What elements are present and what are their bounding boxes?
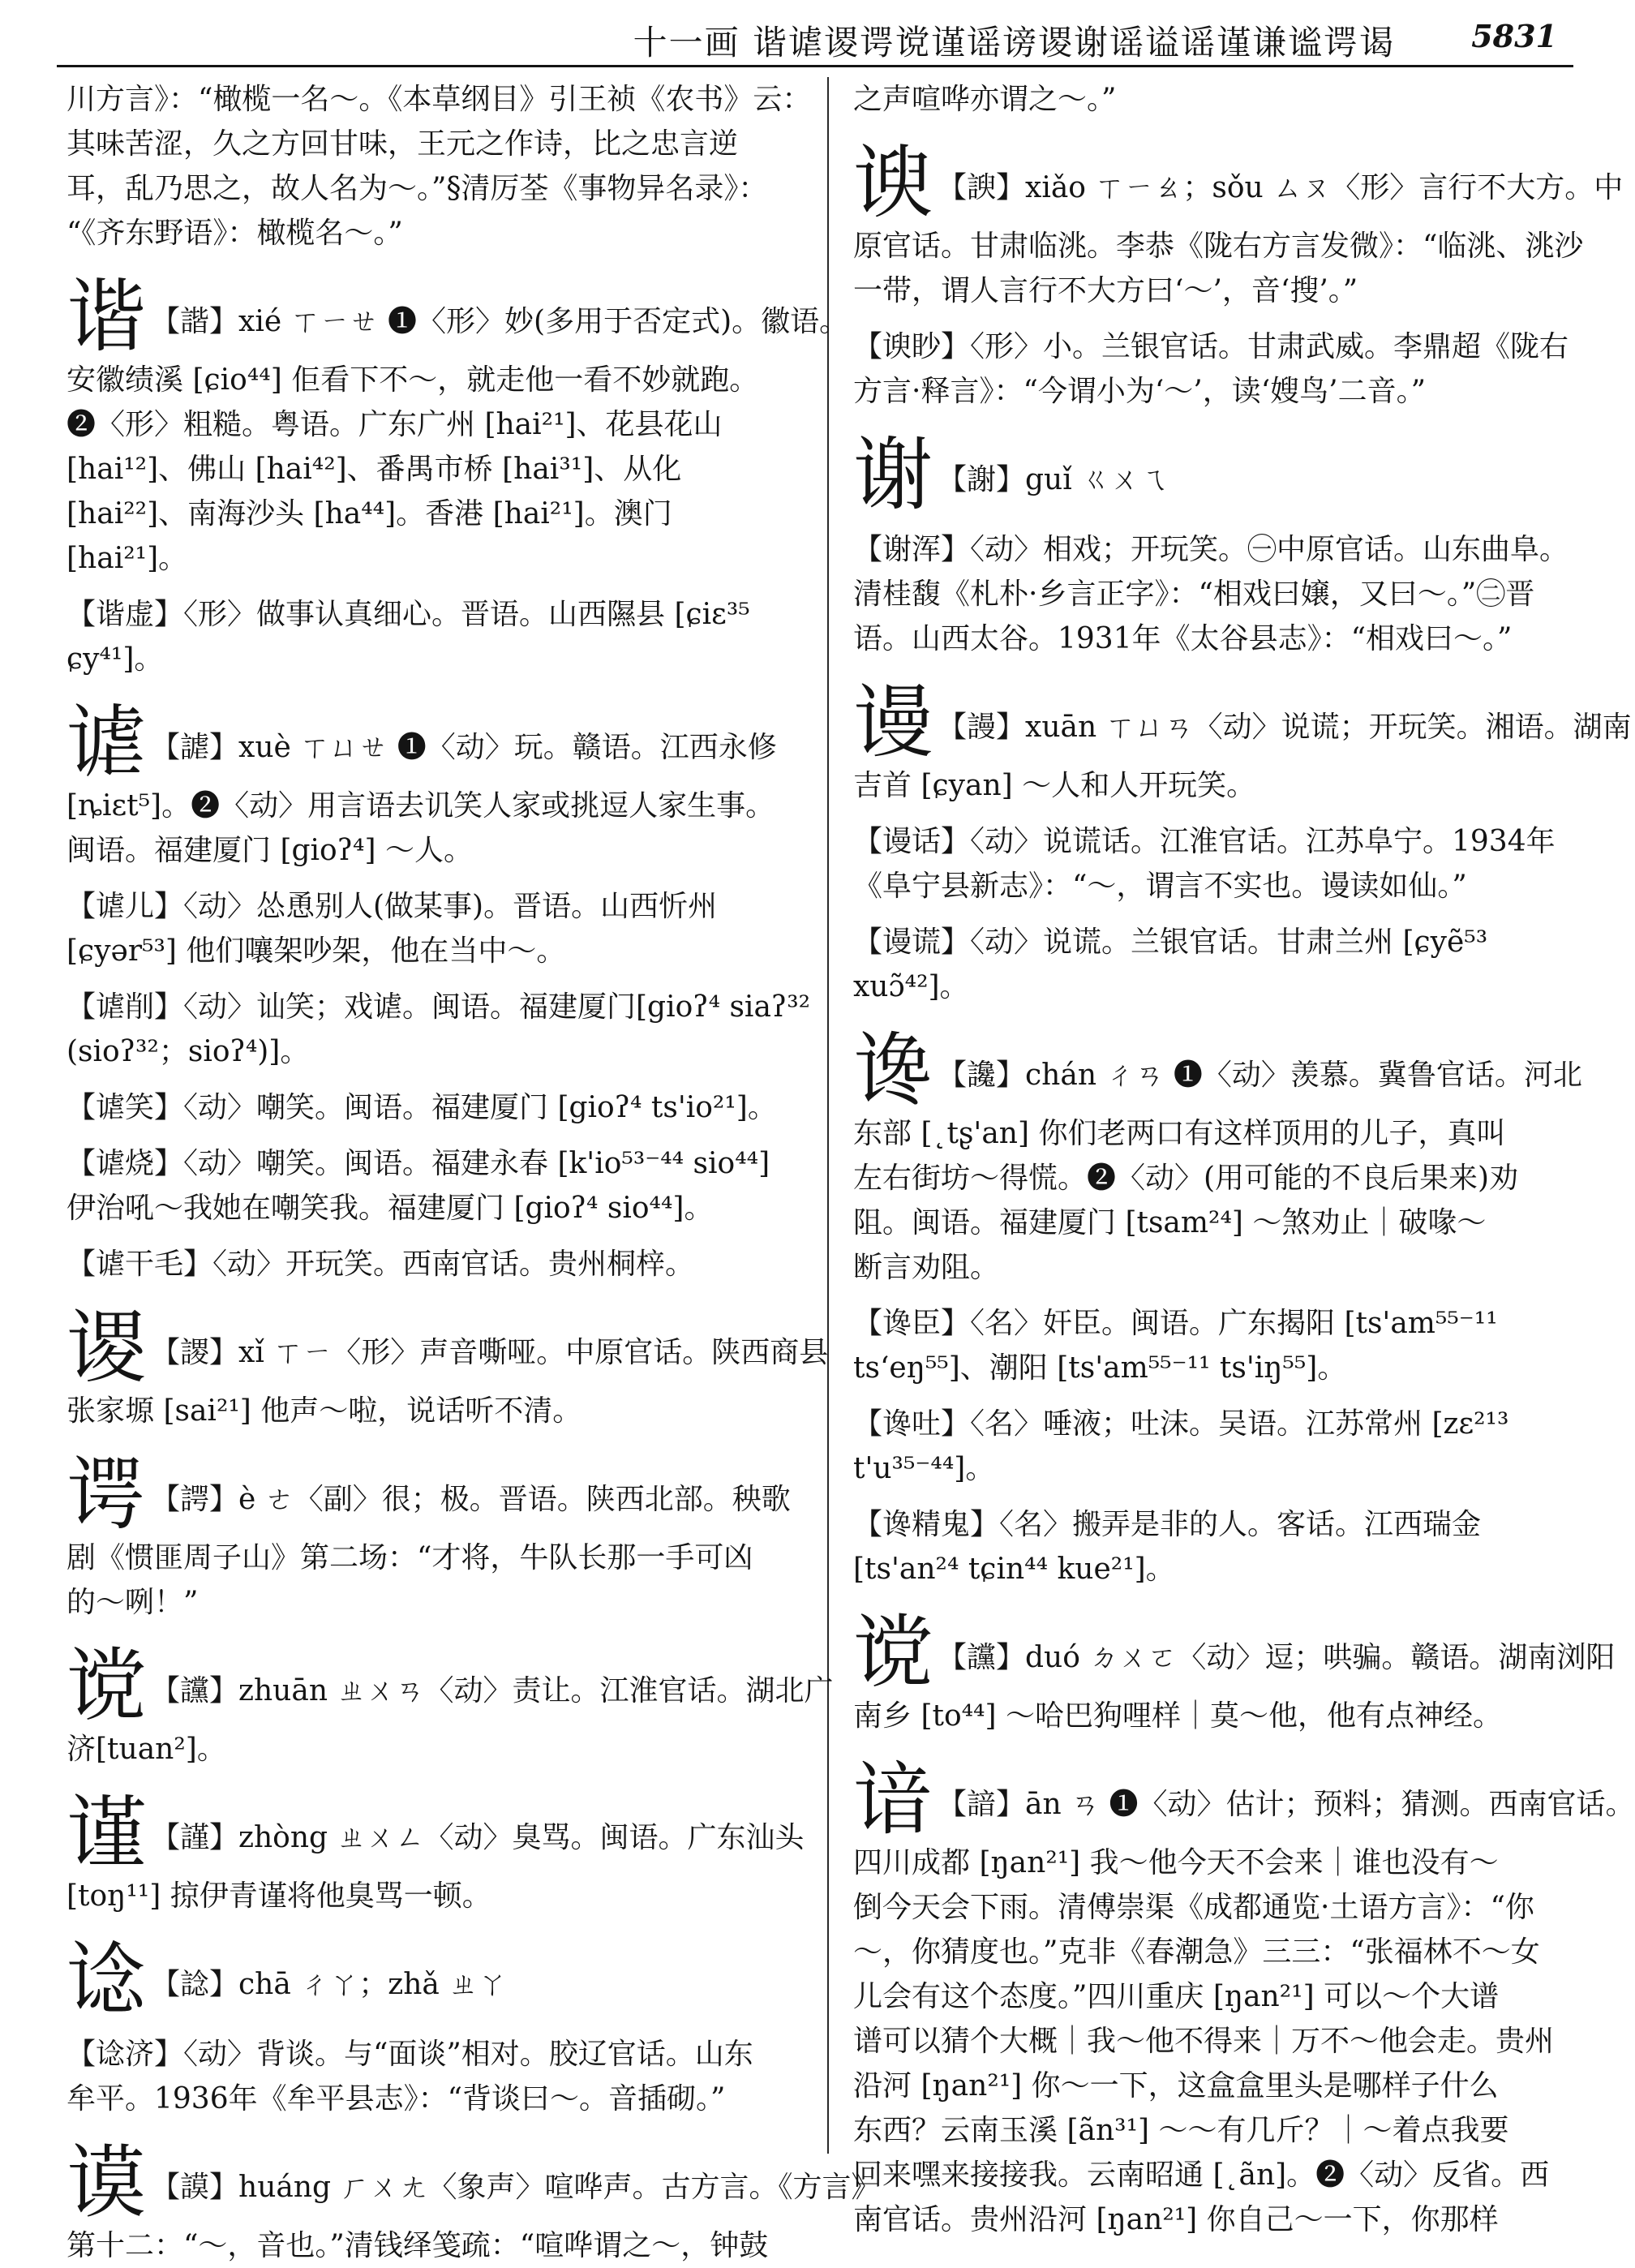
line-text: 回来嘿来接接我。云南昭通 [˛ãn]。❷〈动〉反省。西 (853, 2158, 1550, 2192)
line-text: 【諛】xiǎo ㄒㄧㄠ；sǒu ㄙㄡ〈形〉言行不大方。中 (938, 171, 1624, 204)
headword-character: 谠 (853, 1607, 933, 1699)
line-text: 一带，谓人言行不大方曰‘～’，音‘搜’。” (853, 274, 1358, 307)
line-text: 【謔】xuè ㄒㄩㄝ ❶〈动〉玩。赣语。江西永修 (151, 731, 777, 764)
line-text: 【谗精鬼】〈名〉搬弄是非的人。客话。江西瑞金 (853, 1508, 1482, 1541)
entry-gap (853, 122, 1583, 143)
text-line (853, 224, 1583, 268)
page-header (57, 0, 1573, 67)
headword-line (67, 697, 813, 789)
line-text: ɕy⁴¹]。 (67, 642, 164, 676)
line-text: [ts'an²⁴ tɕin⁴⁴ kue²¹]。 (853, 1553, 1175, 1586)
line-text: 【谑干毛】〈动〉开玩笑。西南官话。贵州桐梓。 (67, 1248, 695, 1281)
text-line (67, 1727, 813, 1772)
line-text: 川方言》：“橄榄一名～。《本草纲目》引王祯《农书》云： (67, 83, 812, 116)
line-text: 的～咧！” (67, 1586, 199, 1619)
line-text: 清桂馥《札朴·乡言正字》：“相戏曰嬢，又曰～。”㊁晋 (853, 578, 1535, 611)
line-text: 南官话。贵州沿河 [ŋan²¹] 你自己～一下，你那样 (853, 2203, 1499, 2236)
line-text: t'u³⁵⁻⁴⁴]。 (853, 1452, 995, 1485)
headword-character: 谨 (67, 1787, 147, 1879)
line-text: 耳，乱乃思之，故人名为～。”§清厉荃《事物异名录》： (67, 172, 768, 205)
line-text: [hai¹²]、佛山 [hai⁴²]、番禺市桥 [hai³¹]、从化 (67, 453, 682, 486)
sub-entry-line (853, 819, 1583, 864)
text-line (67, 2223, 813, 2268)
entry-gap (67, 873, 813, 884)
line-text: 闽语。福建厦门 [gioʔ⁴] ～人。 (67, 834, 473, 867)
line-text: 南乡 [to⁴⁴] ～哈巴狗哩样｜莫～他，他有点神经。 (853, 1699, 1502, 1733)
text-line (67, 2077, 813, 2121)
headword-character: 谙 (853, 1754, 933, 1846)
line-text: 【謨】huáng ㄏㄨㄤ〈象声〉喧哗声。古方言。《方言》 (151, 2171, 881, 2204)
headword-line (67, 1787, 813, 1879)
text-line (853, 1841, 1583, 1885)
text-line (67, 828, 813, 873)
text-line (853, 616, 1583, 661)
line-text: 【讒】chán ㄔㄢ ❶〈动〉羡慕。冀鲁官话。河北 (938, 1059, 1582, 1092)
line-text: 牟平。1936年《牟平县志》：“背谈曰～。音插砌。” (67, 2082, 726, 2116)
entry-gap (853, 908, 1583, 920)
text-line (67, 1580, 813, 1625)
line-text: 【謖】xǐ ㄒㄧ〈形〉声音嘶哑。中原官话。陕西商县 (151, 1336, 829, 1369)
text-line (853, 572, 1583, 616)
entry-gap (67, 2021, 813, 2032)
text-line (853, 1974, 1583, 2019)
line-text: 剧《惯匪周子山》第二场：“才将，牛队长那一手可凶 (67, 1541, 753, 1574)
header-rule (57, 65, 1573, 67)
text-line (853, 864, 1583, 908)
column-divider (827, 77, 829, 2154)
text-line (853, 1930, 1583, 1974)
line-text: 原官话。甘肃临洮。李恭《陇右方言发微》：“临洮、洮沙 (853, 230, 1584, 263)
line-text: [hai²¹]。 (67, 542, 188, 575)
headword-character: 谂 (67, 1934, 147, 2026)
text-line (67, 402, 813, 447)
entry-gap (67, 1231, 813, 1242)
entry-gap (853, 1591, 1583, 1613)
entry-gap (67, 1286, 813, 1308)
text-line (853, 1547, 1583, 1591)
text-line (853, 1346, 1583, 1390)
headword-line (853, 1024, 1583, 1117)
text-line (67, 492, 813, 536)
sub-entry-line (67, 1085, 813, 1130)
entry-gap (67, 256, 813, 277)
line-text: 【谗吐】〈名〉唾液；吐沫。吴语。江苏常州 [zɛ²¹³ (853, 1407, 1509, 1441)
text-line (853, 268, 1583, 313)
running-header-title: 十一画 谐谑谡谔谠谨谣谤谡谢谣谥谣谨谦谧谔谒 (633, 23, 1395, 62)
line-text: 【諳】ān ㄢ ❶〈动〉估计；预料；猜测。西南官话。 (938, 1788, 1635, 1821)
sub-entry-line (853, 324, 1583, 369)
entry-gap (853, 1290, 1583, 1301)
entry-gap (67, 1625, 813, 1646)
line-text: 阻。闽语。福建厦门 [tsam²⁴] ～煞劝止｜破喙～ (853, 1206, 1487, 1239)
text-line (853, 2019, 1583, 2064)
headword-line (853, 137, 1624, 230)
text-line (853, 77, 1583, 122)
text-line (67, 1186, 813, 1231)
line-text: 《阜宁县新志》：“～，谓言不实也。谩读如仙。” (853, 870, 1467, 903)
entry-gap (67, 1918, 813, 1939)
line-text: [ȵiɛt⁵]。❷〈动〉用言语去讥笑人家或挑逗人家生事。 (67, 789, 775, 823)
line-text: 【谗臣】〈名〉奸臣。闽语。广东揭阳 [ts'am⁵⁵⁻¹¹ (853, 1307, 1498, 1340)
line-text: 【谑削】〈动〉讪笑；戏谑。闽语。福建厦门[gioʔ⁴ siaʔ³² (67, 990, 811, 1024)
text-line (853, 1885, 1583, 1930)
line-text: 【谑笑】〈动〉嘲笑。闽语。福建厦门 [gioʔ⁴ ts'io²¹]。 (67, 1091, 777, 1124)
entry-gap (67, 1433, 813, 1454)
line-text: ❷〈形〉粗糙。粤语。广东广州 [hai²¹]、花县花山 (67, 408, 723, 441)
entry-gap (67, 581, 813, 592)
headword-line (853, 1607, 1616, 1699)
headword-character: 谢 (853, 429, 933, 522)
line-text: 张家塬 [sai²¹] 他声～啦，说话听不清。 (67, 1394, 582, 1428)
text-line (853, 1111, 1583, 1156)
entry-gap (853, 414, 1583, 435)
text-line (67, 1874, 813, 1918)
line-text: 倒今天会下雨。清傅崇渠《成都通览·土语方言》：“你 (853, 1891, 1534, 1924)
entry-gap (67, 1074, 813, 1085)
line-text: 【谑儿】〈动〉怂恿别人(做某事)。晋语。山西忻州 (67, 890, 718, 923)
headword-line (67, 2137, 881, 2229)
line-text: 儿会有这个态度。”四川重庆 [ŋan²¹] 可以～个大谱 (853, 1980, 1500, 2013)
line-text: 【谐虚】〈形〉做事认真细心。晋语。山西隰县 [ɕiɛ³⁵ (67, 598, 750, 631)
text-line (67, 929, 813, 973)
text-line (853, 2197, 1583, 2242)
line-text: 之声喧哗亦谓之～。” (853, 83, 1117, 116)
headword-character: 谔 (67, 1449, 147, 1541)
line-text: 【謾】xuān ㄒㄩㄢ〈动〉说谎；开玩笑。湘语。湖南 (938, 711, 1632, 744)
entry-gap (853, 808, 1583, 819)
line-text: 济[tuan²]。 (67, 1733, 226, 1766)
entry-gap (853, 1738, 1583, 1759)
headword-character: 谡 (67, 1302, 147, 1394)
sub-entry-line (853, 527, 1583, 572)
entry-gap (853, 313, 1583, 324)
entry-gap (67, 973, 813, 985)
text-line (67, 637, 813, 681)
text-line (853, 1156, 1583, 1201)
text-line (67, 77, 813, 122)
headword-line (67, 1934, 813, 2026)
text-line (853, 369, 1583, 414)
headword-character: 谐 (67, 271, 147, 363)
text-line (853, 2153, 1583, 2197)
text-line (67, 447, 813, 492)
headword-line (67, 1302, 829, 1394)
text-line (853, 763, 1583, 808)
line-text: 【谂济】〈动〉背谈。与“面谈”相对。胶辽官话。山东 (67, 2038, 753, 2071)
text-line (67, 1389, 813, 1433)
line-text: 东部 [˛tʂ'an] 你们老两口有这样顶用的儿子，真叫 (853, 1117, 1506, 1150)
entry-gap (67, 2121, 813, 2142)
headword-character: 谩 (853, 677, 933, 769)
headword-line (853, 677, 1632, 769)
line-text: 【谑烧】〈动〉嘲笑。闽语。福建永春 [k'io⁵³⁻⁴⁴ sio⁴⁴] (67, 1147, 770, 1180)
line-text: 【謝】guǐ ㄍㄨㄟ (938, 463, 1169, 496)
line-text: [hai²²]、南海沙头 [ha⁴⁴]。香港 [hai²¹]。澳门 (67, 497, 672, 530)
line-text: 谱可以猜个大概｜我～他不得来｜万不～他会走。贵州 (853, 2025, 1555, 2058)
headword-character: 谟 (67, 2137, 147, 2229)
entry-gap (853, 1009, 1583, 1030)
sub-entry-line (67, 985, 813, 1029)
line-text: [toŋ¹¹] 掠伊青谨将他臭骂一顿。 (67, 1879, 491, 1913)
line-text: 其味苦涩，久之方回甘味，王元之作诗，比之忠言逆 (67, 127, 739, 161)
line-text: 【諧】xié ㄒㄧㄝ ❶〈形〉妙(多用于否定式)。徽语。 (151, 305, 849, 338)
line-text: 四川成都 [ŋan²¹] 我～他今天不会来｜谁也没有～ (853, 1846, 1499, 1879)
line-text: 【諤】è ㄜ〈副〉很；极。晋语。陕西北部。秧歌 (151, 1483, 791, 1516)
sub-entry-line (67, 1242, 813, 1286)
sub-entry-line (67, 884, 813, 929)
headword-line (67, 1449, 813, 1541)
line-text: 【谀眇】〈形〉小。兰银官话。甘肃武威。李鼎超《陇右 (853, 330, 1569, 363)
line-text: 吉首 [ɕyan] ～人和人开玩笑。 (853, 769, 1256, 802)
line-text: 断言劝阻。 (853, 1251, 1000, 1284)
entry-gap (67, 1130, 813, 1141)
text-line (67, 784, 813, 828)
sub-entry-line (67, 1141, 813, 1186)
line-text: 第十二：“～，音也。”清钱绎笺疏：“喧哗谓之～，钟鼓 (67, 2229, 769, 2262)
text-line (853, 2064, 1583, 2108)
headword-line (853, 429, 1583, 522)
line-text: 东西？云南玉溪 [ãn³¹] ～～有几斤？｜～着点我要 (853, 2114, 1509, 2147)
text-line (67, 358, 813, 402)
text-line (853, 1201, 1583, 1245)
headword-line (853, 1754, 1635, 1846)
text-line (67, 536, 813, 581)
headword-character: 谀 (853, 137, 933, 230)
line-text: (sioʔ³²；sioʔ⁴)]。 (67, 1035, 310, 1068)
line-text: 【諗】chā ㄔㄚ；zhǎ ㄓㄚ (151, 1968, 508, 2001)
line-text: 伊治吼～我她在嘲笑我。福建厦门 [gioʔ⁴ sio⁴⁴]。 (67, 1192, 714, 1225)
text-line (67, 1029, 813, 1074)
entry-gap (853, 1390, 1583, 1402)
entry-gap (853, 1491, 1583, 1502)
line-text: xuɔ̃⁴²]。 (853, 970, 969, 1003)
line-text: ～，你猜度也。”克非《春潮急》三三：“张福林不～女 (853, 1935, 1540, 1969)
text-line (67, 1536, 813, 1580)
line-text: 【谩谎】〈动〉说谎。兰银官话。甘肃兰州 [ɕyẽ⁵³ (853, 926, 1488, 959)
left-column (67, 77, 881, 2262)
line-text: 沿河 [ŋan²¹] 你～一下，这盒盒里头是哪样子什么 (853, 2069, 1499, 2103)
headword-character: 谗 (853, 1024, 933, 1117)
sub-entry-line (853, 920, 1583, 964)
entry-gap (67, 1772, 813, 1793)
line-text: 语。山西太谷。1931年《太谷县志》：“相戏曰～。” (853, 622, 1513, 655)
headword-line (67, 271, 849, 363)
sub-entry-line (853, 1502, 1583, 1547)
text-line (853, 1245, 1583, 1290)
text-line (67, 122, 813, 166)
text-line (67, 166, 813, 211)
entry-gap (853, 516, 1583, 527)
line-text: 【謹】zhòng ㄓㄨㄥ〈动〉臭骂。闽语。广东汕头 (151, 1821, 805, 1854)
sub-entry-line (67, 592, 813, 637)
line-text: [ɕyər⁵³] 他们嚷架吵架，他在当中～。 (67, 934, 566, 968)
entry-gap (67, 681, 813, 702)
text-line (853, 1446, 1583, 1491)
headword-character: 谑 (67, 697, 147, 789)
line-text: 【讜】zhuān ㄓㄨㄢ〈动〉责让。江淮官话。湖北广 (151, 1674, 834, 1707)
line-text: 【谢浑】〈动〉相戏；开玩笑。㊀中原官话。山东曲阜。 (853, 533, 1569, 566)
text-line (67, 211, 813, 256)
line-text: tsʻeŋ⁵⁵]、潮阳 [ts'am⁵⁵⁻¹¹ ts'iŋ⁵⁵]。 (853, 1351, 1347, 1385)
headword-line (67, 1640, 834, 1733)
text-line (853, 964, 1583, 1009)
entry-gap (853, 661, 1583, 682)
page-number: 5831 (1471, 18, 1557, 54)
text-line (853, 1694, 1583, 1738)
sub-entry-line (853, 1402, 1583, 1446)
right-column (853, 77, 1635, 2236)
sub-entry-line (67, 2032, 813, 2077)
line-text: 左右街坊～得慌。❷〈动〉(用可能的不良后果来)劝 (853, 1162, 1519, 1195)
headword-character: 谠 (67, 1640, 147, 1733)
line-text: 方言·释言》：“今谓小为‘～’，读‘嫂鸟’二音。” (853, 375, 1427, 408)
sub-entry-line (853, 1301, 1583, 1346)
line-text: “《齐东野语》：橄榄名～。” (67, 217, 403, 250)
line-text: 【谩话】〈动〉说谎话。江淮官话。江苏阜宁。1934年 (853, 825, 1556, 858)
line-text: 【讜】duó ㄉㄨㄛ〈动〉逗；哄骗。赣语。湖南浏阳 (938, 1641, 1616, 1674)
text-line (853, 2108, 1583, 2153)
line-text: 安徽绩溪 [ɕio⁴⁴] 佢看下不～，就走他一看不妙就跑。 (67, 363, 759, 397)
